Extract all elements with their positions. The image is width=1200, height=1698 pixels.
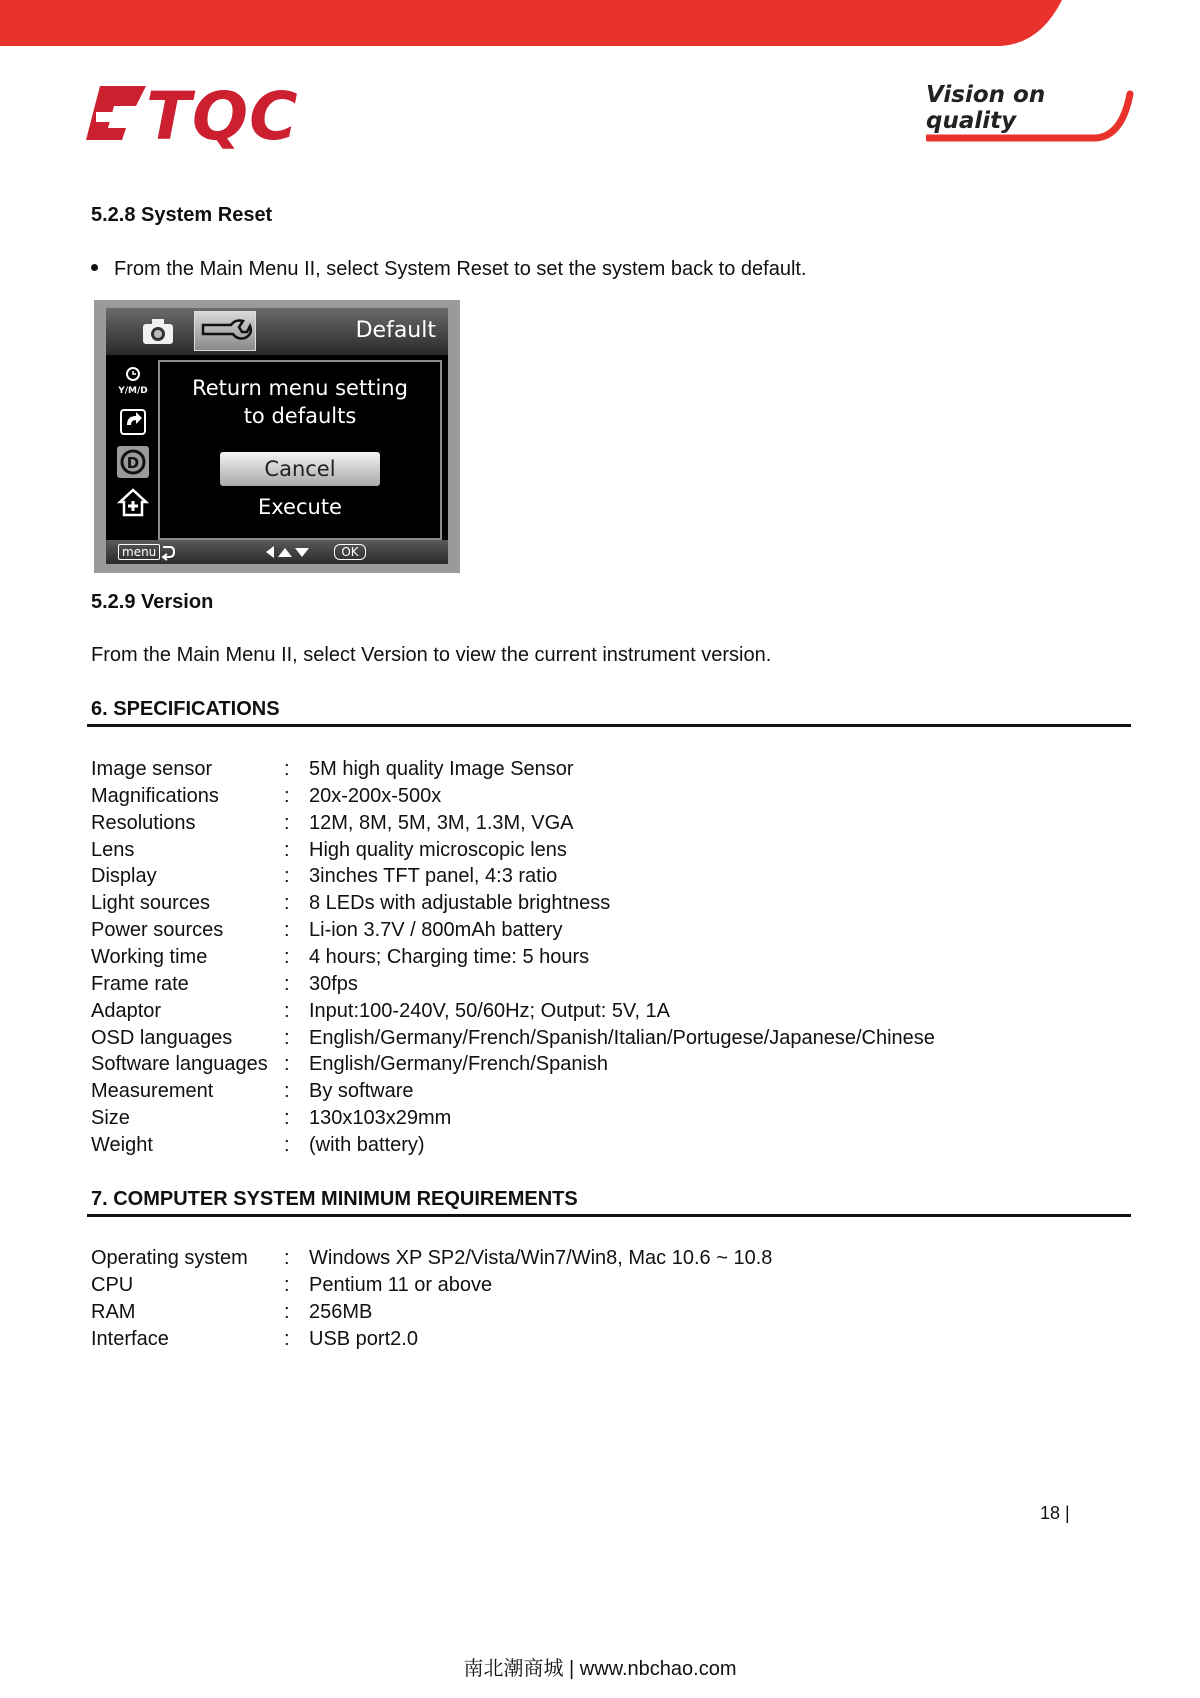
reset-message-line1: Return menu setting — [192, 376, 408, 400]
bullet-dot — [91, 264, 98, 271]
spec-value: Pentium 11 or above — [309, 1273, 493, 1296]
spec-label: Light sources — [91, 892, 210, 915]
device-screen — [106, 308, 448, 564]
spec-row — [91, 1134, 1091, 1160]
spec-colon: : — [284, 838, 290, 861]
spec-row — [91, 1080, 1091, 1106]
spec-colon: : — [284, 1053, 290, 1076]
spec-label: RAM — [91, 1300, 136, 1323]
spec-colon: : — [284, 1247, 290, 1269]
spec-colon: : — [284, 1026, 290, 1049]
spec-label: Software languages — [91, 1053, 268, 1076]
device-side-menu — [106, 355, 158, 535]
logo-wordmark: TQC — [146, 78, 299, 155]
spec-row — [91, 785, 1091, 811]
spec-label: CPU — [91, 1273, 134, 1296]
version-text: From the Main Menu II, select Version to view the current instrument version. — [91, 644, 772, 666]
spec-colon: : — [284, 784, 290, 807]
reset-dialog — [158, 360, 442, 540]
side-date-label: Y/M/D — [118, 386, 148, 396]
heading-system-reset: 5.2.8 System Reset — [91, 204, 273, 226]
return-icon — [160, 543, 176, 561]
wrench-icon — [195, 312, 255, 350]
bullet-system-reset — [91, 258, 807, 281]
device-footer-bar — [106, 540, 448, 564]
spec-label: Resolutions — [91, 811, 196, 834]
spec-row — [91, 1247, 1091, 1273]
spec-colon: : — [284, 919, 290, 942]
spec-row — [91, 1000, 1091, 1026]
heading-specifications: 6. SPECIFICATIONS — [91, 698, 280, 720]
spec-colon: : — [284, 1107, 290, 1130]
spec-value: 4 hours; Charging time: 5 hours — [309, 945, 590, 968]
spec-label: Interface — [91, 1327, 169, 1350]
footer-source: 南北潮商城 | www.nbchao.com — [463, 1658, 737, 1680]
spec-label: Operating system — [91, 1247, 248, 1269]
spec-label: Display — [91, 865, 157, 888]
spec-row — [91, 1328, 1091, 1354]
spec-colon: : — [284, 1327, 290, 1350]
spec-row — [91, 973, 1091, 999]
spec-label: OSD languages — [91, 1026, 233, 1049]
spec-colon: : — [284, 1273, 290, 1296]
tqc-logo — [86, 78, 362, 155]
spec-colon: : — [284, 892, 290, 915]
spec-label: Size — [91, 1107, 130, 1130]
spec-value: 8 LEDs with adjustable brightness — [309, 892, 611, 915]
heading-requirements: 7. COMPUTER SYSTEM MINIMUM REQUIREMENTS — [91, 1188, 578, 1210]
reset-message-line2: to defaults — [243, 404, 357, 428]
execute-button[interactable]: Execute — [258, 495, 342, 519]
arrow-keys-icon — [264, 544, 314, 560]
spec-label: Measurement — [91, 1080, 214, 1103]
spec-label: Magnifications — [91, 784, 219, 807]
spec-row — [91, 1301, 1091, 1327]
date-icon[interactable] — [116, 365, 150, 399]
spec-row — [91, 1274, 1091, 1300]
section-divider — [87, 724, 1131, 727]
spec-value: 20x-200x-500x — [309, 784, 442, 807]
bullet-text: From the Main Menu II, select System Reset to set the system back to default. — [114, 258, 807, 280]
spec-colon: : — [284, 865, 290, 888]
spec-value: High quality microscopic lens — [309, 838, 567, 861]
spec-colon: : — [284, 945, 290, 968]
spec-value: 30fps — [309, 972, 358, 995]
spec-row — [91, 1053, 1091, 1079]
reset-icon[interactable] — [116, 445, 150, 479]
page-number: 18 | — [1040, 1503, 1070, 1523]
spec-value: USB port2.0 — [309, 1327, 418, 1350]
cancel-button[interactable]: Cancel — [220, 452, 380, 486]
slogan-text: Vision on quality — [926, 82, 1046, 134]
home-icon[interactable] — [116, 485, 150, 519]
spec-value: 256MB — [309, 1300, 373, 1323]
spec-label: Lens — [91, 838, 135, 861]
spec-row — [91, 758, 1091, 784]
screen-title: Default — [355, 318, 436, 343]
camera-icon[interactable] — [140, 316, 176, 346]
device-screenshot — [94, 300, 460, 573]
spec-colon: : — [284, 1300, 290, 1323]
spec-colon: : — [284, 1133, 290, 1156]
spec-row — [91, 919, 1091, 945]
spec-colon: : — [284, 999, 290, 1022]
spec-row — [91, 865, 1091, 891]
spec-colon: : — [284, 758, 290, 780]
spec-row — [91, 812, 1091, 838]
spec-label: Power sources — [91, 919, 224, 942]
spec-value: (with battery) — [309, 1133, 425, 1156]
slogan — [926, 80, 1136, 150]
spec-colon: : — [284, 811, 290, 834]
ok-button[interactable]: OK — [334, 544, 366, 560]
header-red-bar — [0, 0, 1200, 48]
spec-value: 12M, 8M, 5M, 3M, 1.3M, VGA — [309, 811, 574, 834]
spec-value: 3inches TFT panel, 4:3 ratio — [309, 865, 558, 888]
spec-row — [91, 1107, 1091, 1133]
spec-value: By software — [309, 1080, 414, 1103]
spec-label: Frame rate — [91, 972, 189, 995]
reset-message — [160, 374, 440, 430]
spec-row — [91, 839, 1091, 865]
spec-label: Adaptor — [91, 999, 162, 1022]
section-divider — [87, 1214, 1131, 1217]
menu-button[interactable]: menu — [118, 544, 160, 560]
rotate-icon[interactable] — [116, 405, 150, 439]
heading-version: 5.2.9 Version — [91, 591, 214, 613]
device-tab-bar — [106, 308, 448, 355]
spec-label: Image sensor — [91, 758, 213, 780]
spec-row — [91, 946, 1091, 972]
spec-value: Windows XP SP2/Vista/Win7/Win8, Mac 10.6 ~ 10.8 — [309, 1247, 773, 1269]
spec-row — [91, 892, 1091, 918]
spec-value: 5M high quality Image Sensor — [309, 758, 574, 780]
svg-text:D: D — [126, 454, 140, 472]
spec-colon: : — [284, 1080, 290, 1103]
spec-value: Li-ion 3.7V / 800mAh battery — [309, 919, 563, 942]
spec-label: Weight — [91, 1133, 153, 1156]
spec-label: Working time — [91, 945, 208, 968]
spec-row — [91, 1027, 1091, 1053]
spec-value: 130x103x29mm — [309, 1107, 452, 1130]
spec-value: English/Germany/French/Spanish — [309, 1053, 609, 1076]
tab-settings[interactable] — [194, 311, 256, 351]
spec-value: Input:100-240V, 50/60Hz; Output: 5V, 1A — [309, 999, 671, 1022]
spec-colon: : — [284, 972, 290, 995]
spec-value: English/Germany/French/Spanish/Italian/Portugese/Japanese/Chinese — [309, 1026, 935, 1049]
